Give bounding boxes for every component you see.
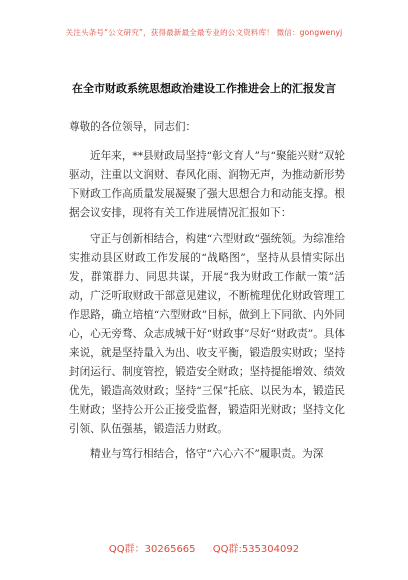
footer-qq-groups xyxy=(0,540,408,555)
paragraph-six-hearts: 精业与笃行相结合，恪守“六心六不”履职责。为深 xyxy=(90,448,324,460)
paragraph-six-finance: 守正与创新相结合，构建“六型财政”强统领。为综准给实推动县区财政工作发展的“战略图”，坚持从县情实际出发，群策群力、同思共谋，开展“我为财政工作献一策”活动，广泛听取财政干部意见建议，不断梳理优化财政管理工作思路，确立培植“六型财政”目标，做到上下同欲、内外同心，心无旁骛、众志成城干好“财政事”尽好“财政责”。具体来说，就是坚持量入为出、收支平衡，锻造殷实财政；坚持封闭运行、制度管控，锻造安全财政；坚持提能增效、绩效优先，锻造高效财政；坚持“三保”托底、以民为本，锻造民生财政；坚持公开公正接受监督，锻造阳光财政；坚持文化引领、队伍强基，锻造活力财政。 xyxy=(69,232,345,435)
greeting: 尊敬的各位领导，同志们： xyxy=(69,121,197,133)
header-promo-banner: 关注头条号“公文研究”，获得最新最全最专业的公文资料库！ 微信：gongwenyj xyxy=(65,28,343,37)
document-body xyxy=(69,118,345,471)
qq-group-1: QQ群：30265665 xyxy=(108,544,196,555)
paragraph-intro: 近年来，**县财政局坚持“彰文育人”与“聚能兴财”双轮驱动，注重以文润财、春风化雨、润物无声，为推动新形势下财政工作高质量发展凝聚了强大思想合力和动能支撑。根据会议安排，现将有关工作进展情况汇报如下： xyxy=(69,150,345,219)
qq-group-2: QQ群:535304092 xyxy=(212,544,300,555)
document-title: 在全市财政系统思想政治建设工作推进会上的汇报发言 xyxy=(72,82,336,95)
